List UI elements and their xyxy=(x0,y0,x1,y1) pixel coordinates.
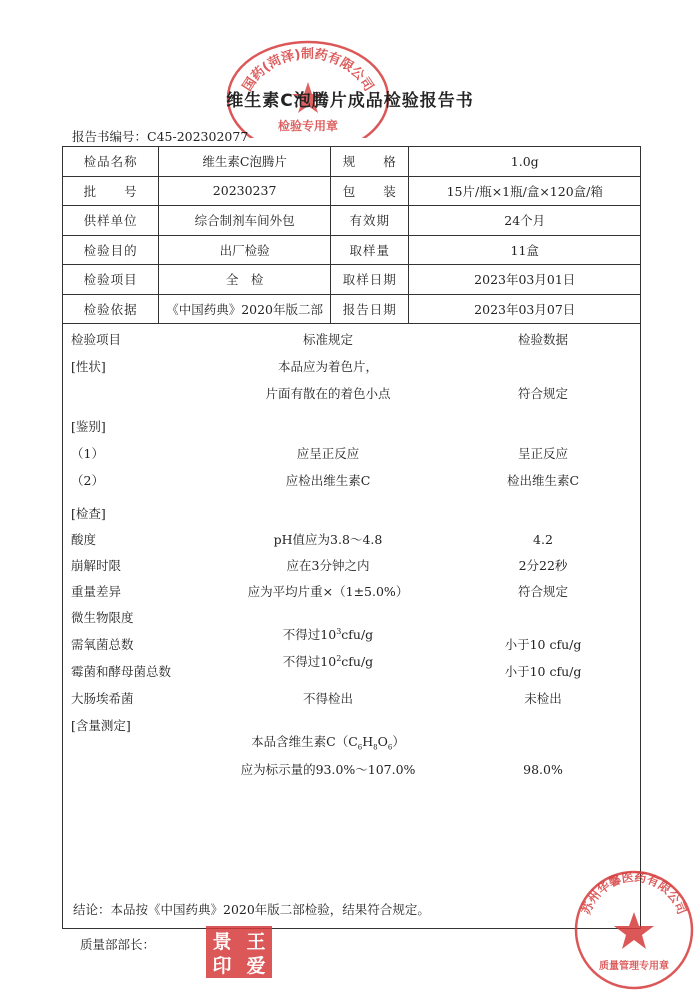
result-item: 需氧菌总数 xyxy=(71,637,134,652)
result-item: [性状] xyxy=(71,359,106,374)
header-data: 检验数据 xyxy=(517,332,568,347)
stamp-char-1: 景 xyxy=(212,931,232,953)
info-label: 检验目的 xyxy=(63,235,159,265)
info-value: 综合制剂车间外包 xyxy=(159,206,331,236)
info-row xyxy=(63,206,641,236)
info-row xyxy=(63,176,641,206)
br-seal-arc-text: 苏州华馨医药有限公司 xyxy=(579,869,689,917)
result-standard: pH值应为3.8～4.8 xyxy=(273,532,383,547)
info-value: 《中国药典》2020年版二部 xyxy=(159,294,331,324)
info-label: 包 装 xyxy=(330,176,409,206)
info-label: 供样单位 xyxy=(63,206,159,236)
result-item: （1） xyxy=(71,446,104,461)
info-label: 检验依据 xyxy=(63,294,159,324)
content-formula: 本品含维生素$C(C_6H_8O_6)$ xyxy=(251,734,405,752)
quality-seal-icon xyxy=(572,868,696,992)
info-value: 出厂检验 xyxy=(159,235,331,265)
result-standard: 应呈正反应 xyxy=(296,446,360,461)
result-standard: 应检出维生素C xyxy=(285,473,371,488)
info-label: 检品名称 xyxy=(63,147,159,177)
stamp-char-4: 爱 xyxy=(246,955,266,977)
report-title: 维生素C泡腾片成品检验报告书 xyxy=(226,91,474,111)
result-row xyxy=(63,504,640,524)
result-item: 大肠埃希菌 xyxy=(71,691,134,706)
result-row xyxy=(63,689,640,709)
mold-limit-row xyxy=(63,652,640,672)
result-data: 符合规定 xyxy=(517,386,568,401)
result-data: 未检出 xyxy=(524,691,562,706)
info-value: 11盒 xyxy=(409,235,641,265)
stamp-char-3: 印 xyxy=(212,955,232,977)
result-standard: 应为标示量的93.0%～107.0% xyxy=(240,762,416,777)
info-row xyxy=(63,147,641,177)
result-data: 小于10 cfu/g xyxy=(504,637,582,652)
aerobic-limit: 不得过$10^3cfu/g$ xyxy=(282,626,374,642)
name-stamp-icon xyxy=(204,924,274,980)
info-label: 有效期 xyxy=(330,206,409,236)
result-item: 酸度 xyxy=(71,532,97,547)
mold-limit: 不得过$10^2cfu/g$ xyxy=(282,653,374,669)
info-value: 24个月 xyxy=(409,206,641,236)
result-standard: 本品应为着色片， xyxy=(277,359,378,374)
result-data: 呈正反应 xyxy=(517,446,568,461)
info-value: 20230237 xyxy=(159,176,331,206)
info-value: 全 检 xyxy=(159,265,331,295)
results-section xyxy=(62,324,641,929)
top-seal-sub-text: 检验专用章 xyxy=(277,119,339,133)
result-standard: 不得检出 xyxy=(302,691,353,706)
svg-text:苏州华馨医药有限公司 xyxy=(578,869,689,916)
result-row xyxy=(63,471,640,491)
result-data: 符合规定 xyxy=(517,584,568,599)
br-seal-sub-text: 质量管理专用章 xyxy=(599,961,669,972)
result-standard: 片面有散在的着色小点 xyxy=(265,386,391,401)
report-number: 报告书编号：C45-202302077 xyxy=(72,129,249,144)
content-formula-row xyxy=(63,732,640,752)
result-row xyxy=(63,384,640,404)
result-data: 小于10 cfu/g xyxy=(504,664,582,679)
info-row xyxy=(63,265,641,295)
header-item: 检验项目 xyxy=(71,332,122,347)
result-item: [含量测定] xyxy=(71,718,131,733)
header-standard: 标准规定 xyxy=(302,332,353,347)
info-label: 取样日期 xyxy=(330,265,409,295)
result-row xyxy=(63,417,640,437)
result-item: [检查] xyxy=(71,506,106,521)
result-row xyxy=(63,530,640,550)
result-item: 重量差异 xyxy=(71,584,122,599)
result-row xyxy=(63,760,640,780)
info-row xyxy=(63,235,641,265)
info-table xyxy=(62,146,641,324)
top-seal-arc-text: 国药(菏泽)制药有限公司 xyxy=(240,46,376,95)
result-item: （2） xyxy=(71,473,104,488)
result-data: 4.2 xyxy=(533,532,553,547)
stamp-char-2: 王 xyxy=(246,931,266,953)
result-row xyxy=(63,556,640,576)
result-standard: 应为平均片重×（1±5.0%） xyxy=(247,584,409,599)
info-label: 取样量 xyxy=(330,235,409,265)
info-value: 维生素C泡腾片 xyxy=(159,147,331,177)
signer-label: 质量部部长： xyxy=(80,937,156,952)
result-row xyxy=(63,444,640,464)
result-data: 检出维生素C xyxy=(506,473,580,488)
result-standard: 应在3分钟之内 xyxy=(286,558,370,573)
info-row xyxy=(63,294,641,324)
result-item: 崩解时限 xyxy=(71,558,122,573)
info-label: 规 格 xyxy=(330,147,409,177)
result-item: 微生物限度 xyxy=(71,610,134,625)
info-value: 2023年03月01日 xyxy=(409,265,641,295)
results-header-row xyxy=(63,330,640,350)
result-data: 98.0% xyxy=(523,762,563,777)
result-row xyxy=(63,357,640,377)
info-value: 1.0g xyxy=(409,147,641,177)
info-value: 15片/瓶×1瓶/盒×120盒/箱 xyxy=(409,176,641,206)
result-item: 霉菌和酵母菌总数 xyxy=(71,664,172,679)
info-label: 报告日期 xyxy=(330,294,409,324)
info-label: 检验项目 xyxy=(63,265,159,295)
result-data: 2分22秒 xyxy=(518,558,568,573)
aerobic-limit-row xyxy=(63,625,640,645)
conclusion-text: 结论：本品按《中国药典》2020年版二部检验，结果符合规定。 xyxy=(73,902,430,917)
result-row xyxy=(63,582,640,602)
info-value: 2023年03月07日 xyxy=(409,294,641,324)
result-item: [鉴别] xyxy=(71,419,106,434)
info-label: 批 号 xyxy=(63,176,159,206)
